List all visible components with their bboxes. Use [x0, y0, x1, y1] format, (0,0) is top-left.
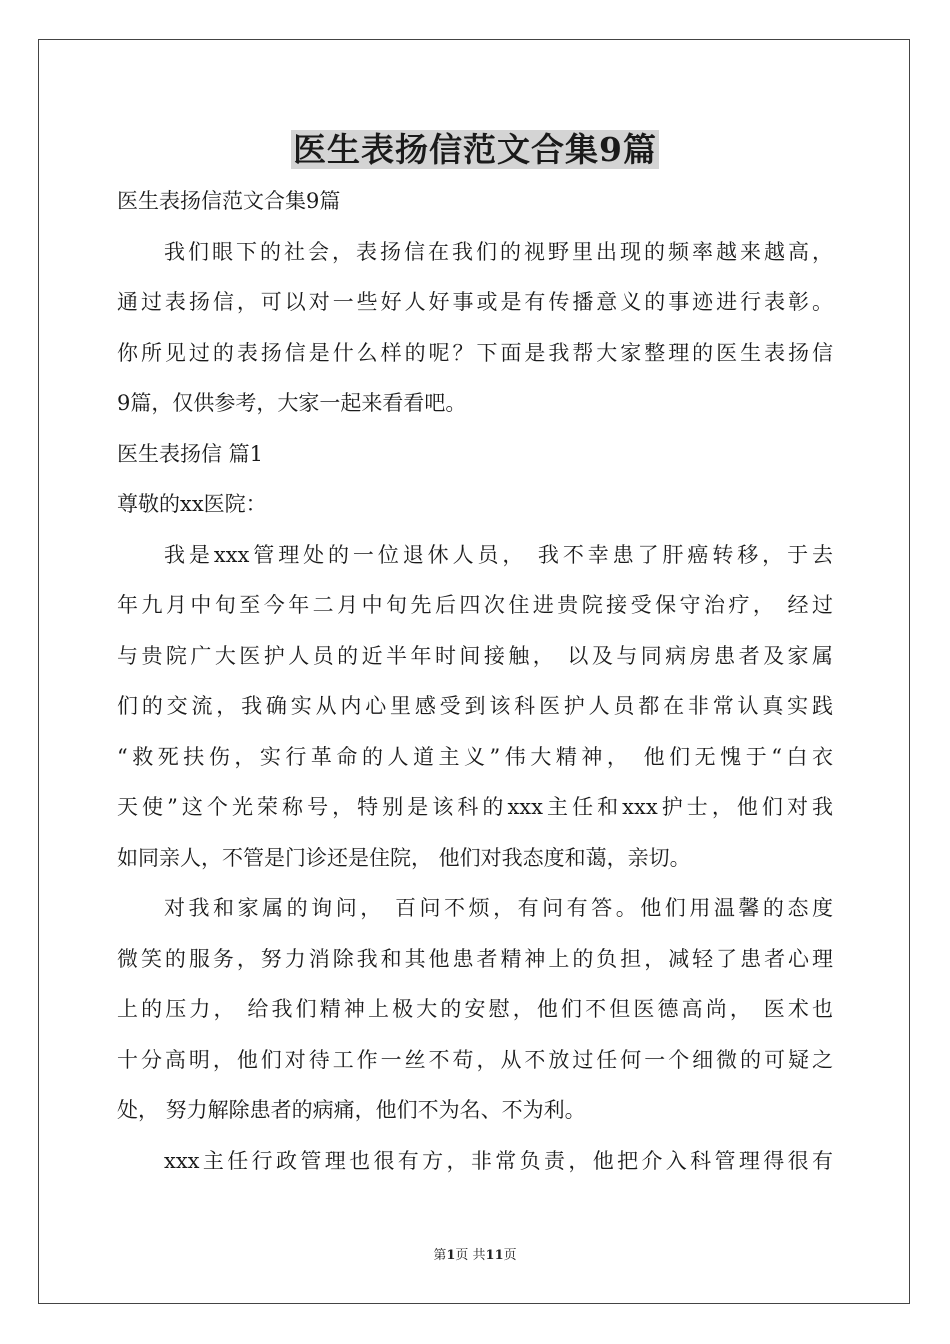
paragraph-line: 上的压力， 给我们精神上极大的安慰，他们不但医德高尚， 医术也 [117, 997, 833, 1021]
paragraph-line: 十分高明，他们对待工作一丝不苟，从不放过任何一个细微的可疑之 [117, 1047, 833, 1072]
paragraph-line: 们的交流，我确实从内心里感受到该科医护人员都在非常认真实践 [117, 694, 833, 718]
salutation: 尊敬的xx医院： [117, 492, 267, 516]
footer-page-current: 1 [446, 1248, 456, 1263]
paragraph-line: xxx主任行政管理也很有方，非常负责，他把介入科管理得很有 [164, 1148, 833, 1173]
footer-suffix: 页 [503, 1248, 517, 1263]
paragraph-line: 我们眼下的社会，表扬信在我们的视野里出现的频率越来越高， [164, 239, 833, 264]
paragraph-line: 处， 努力解除患者的病痛，他们不为名、不为利。 [117, 1098, 586, 1122]
paragraph-line: 微笑的服务，努力消除我和其他患者精神上的负担，减轻了患者心理 [117, 946, 833, 971]
subtitle-line: 医生表扬信范文合集9篇 [117, 189, 341, 213]
footer-prefix: 第 [433, 1248, 447, 1263]
paragraph-line: 与贵院广大医护人员的近半年时间接触， 以及与同病房患者及家属 [117, 643, 833, 668]
footer-page-total: 11 [485, 1248, 504, 1263]
paragraph-line: 天使”这个光荣称号，特别是该科的xxx主任和xxx护士，他们对我 [117, 795, 833, 819]
paragraph-line: 我是xxx管理处的一位退休人员， 我不幸患了肝癌转移，于去 [164, 542, 833, 567]
section-heading: 医生表扬信 篇1 [117, 441, 264, 466]
paragraph-line: 9篇，仅供参考，大家一起来看看吧。 [117, 391, 467, 415]
paragraph-line: 年九月中旬至今年二月中旬先后四次住进贵院接受保守治疗， 经过 [117, 593, 833, 617]
footer-mid: 页 共 [455, 1248, 486, 1263]
paragraph-line: 通过表扬信，可以对一些好人好事或是有传播意义的事迹进行表彰。 [117, 290, 833, 314]
document-body [117, 176, 833, 1186]
title-text: 医生表扬信范文合集9篇 [293, 130, 657, 169]
page-footer [0, 1247, 950, 1265]
paragraph-line: 你所见过的表扬信是什么样的呢？下面是我帮大家整理的医生表扬信 [117, 340, 833, 365]
paragraph-line: 对我和家属的询问， 百问不烦，有问有答。他们用温馨的态度 [164, 896, 833, 920]
document-title [0, 127, 950, 173]
paragraph-line: 如同亲人，不管是门诊还是住院， 他们对我态度和蔼，亲切。 [117, 845, 691, 870]
paragraph-line: “救死扶伤，实行革命的人道主义”伟大精神， 他们无愧于“白衣 [117, 744, 833, 769]
